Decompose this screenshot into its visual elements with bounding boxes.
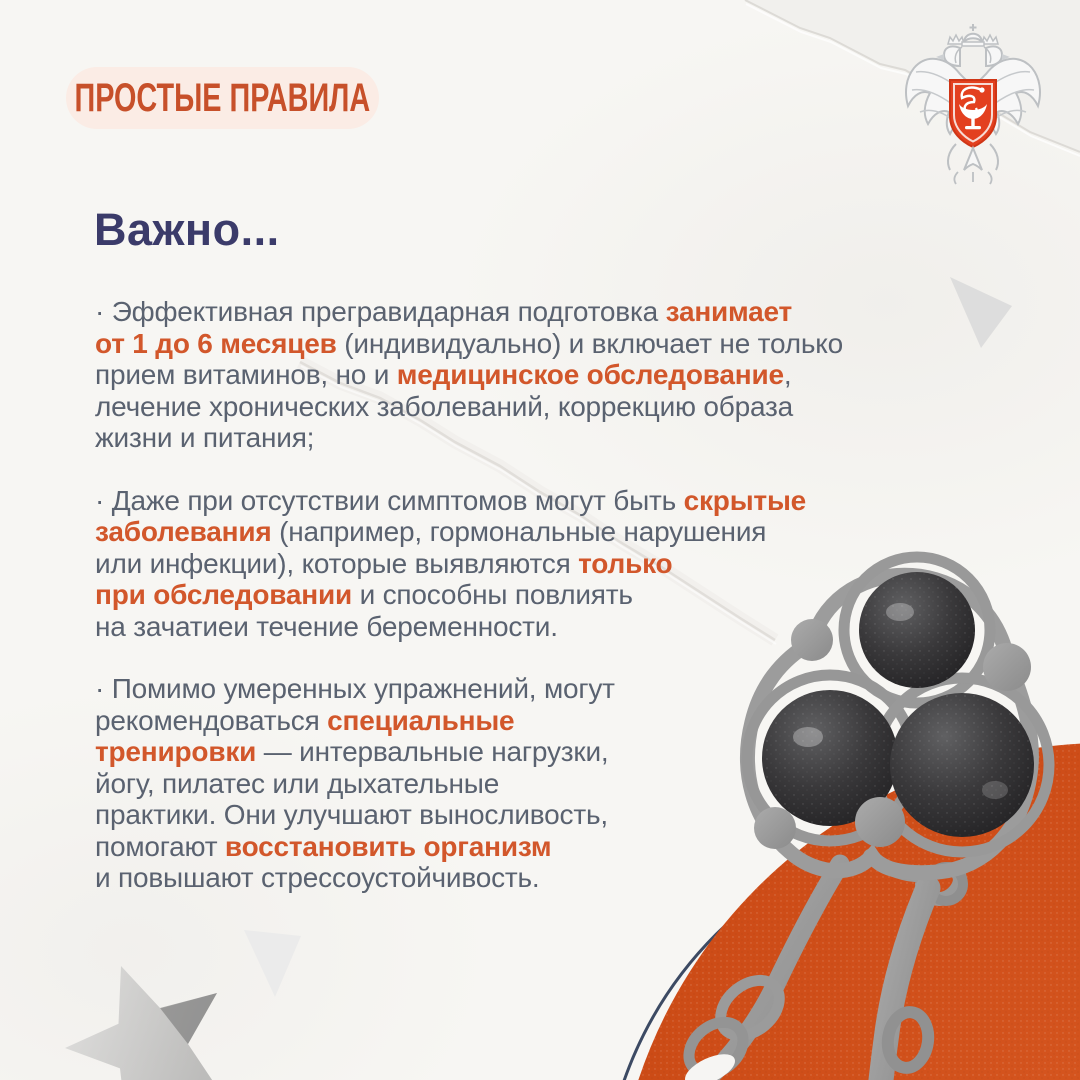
grunge-star-icon	[65, 966, 221, 1080]
body-text	[95, 296, 915, 925]
bullet-paragraph-1: · Эффективная прегравидарная подготовка занимает от 1 до 6 месяцев (индивидуально) и включает не только прием витаминов, но и медицинское обследование, лечение хронических заболеваний, коррекцию образа жизни и питания;	[95, 296, 843, 453]
brand-badge	[66, 67, 379, 129]
paper-triangle-right-icon	[950, 277, 1012, 348]
bullet-paragraph-3: · Помимо умеренных упражнений, могут рекомендоваться специальные тренировки — интервальные нагрузки, йогу, пилатес или дыхательные практики. Они улучшают выносливость, помогают восстановить организм и повышают стрессоустойчивость.	[95, 673, 615, 893]
page-title: Важно...	[94, 204, 280, 255]
paper-triangle-bottom-left-icon	[244, 930, 301, 997]
russia-health-ministry-emblem-icon	[898, 20, 1048, 188]
bullet-paragraph-2: · Даже при отсутствии симптомов могут быть скрытые заболевания (например, гормональные нарушения или инфекции), которые выявляются только при обследовании и способны повлиять на зачатиеи течение беременности.	[95, 484, 807, 642]
brand-badge-label: ПРОСТЫЕ ПРАВИЛА	[74, 75, 371, 120]
